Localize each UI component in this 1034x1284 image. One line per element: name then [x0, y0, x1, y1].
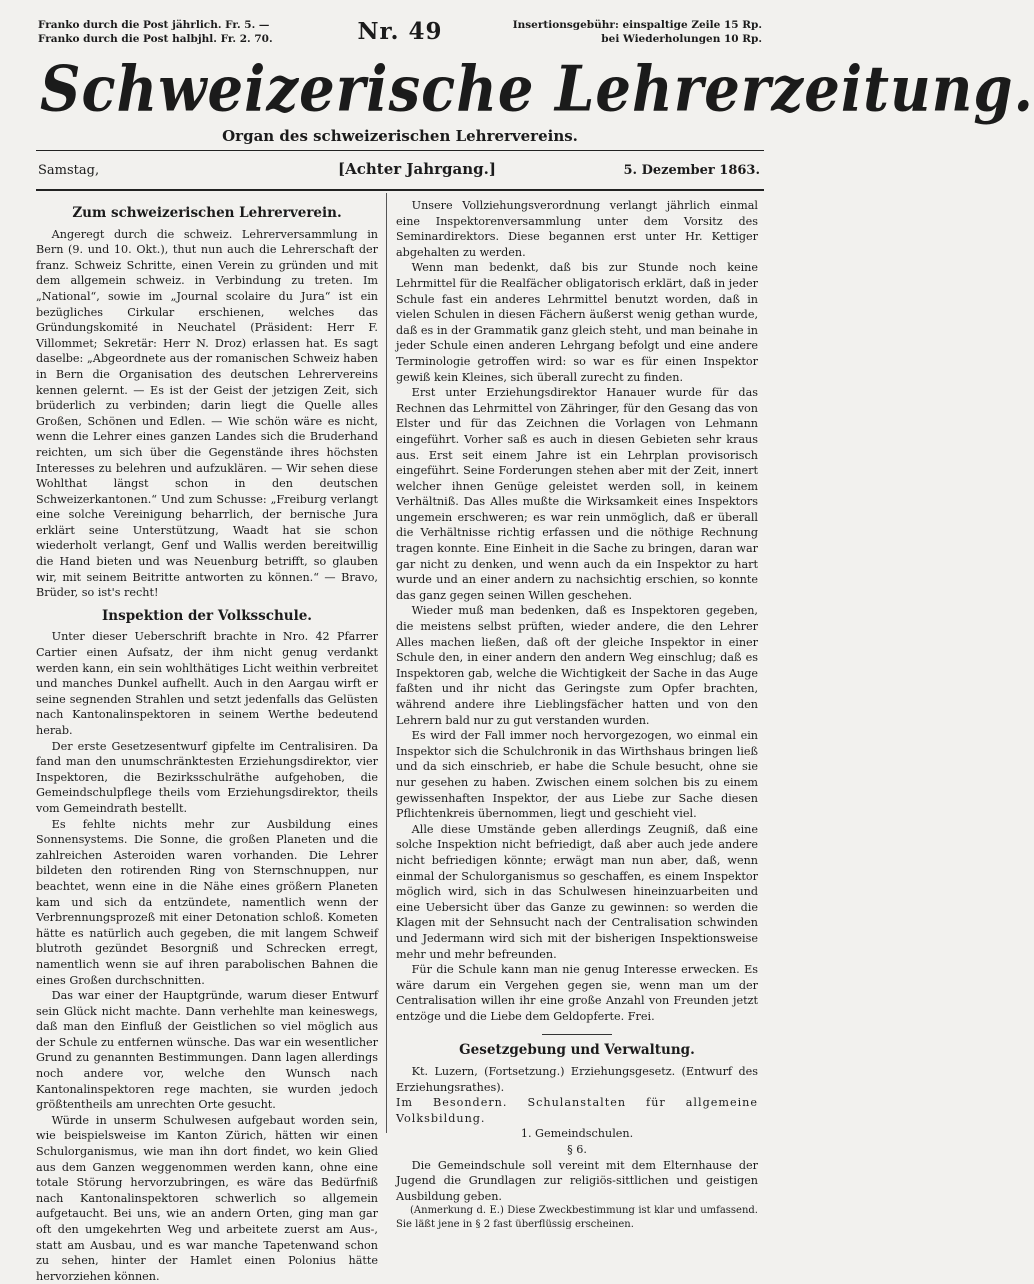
- article-heading-gesetzgebung: Gesetzgebung und Verwaltung.: [459, 1042, 695, 1059]
- newspaper-title: Schweizerische Lehrerzeitung.: [40, 52, 1034, 126]
- paragraph-number: § 6.: [567, 1143, 587, 1157]
- left-column: [36, 198, 378, 1283]
- ad-rates: [513, 18, 762, 46]
- article-paragraph: Unsere Vollziehungsverordnung verlangt jährlich einmal eine Inspektorenversammlung unter dem Vorsitz des Seminardirektors. Diese begannen erst unter Hr. Kettiger abgehalten zu werden.: [396, 199, 758, 259]
- volume-label: [Achter Jahrgang.]: [338, 160, 496, 178]
- issue-number: Nr. 49: [357, 18, 443, 45]
- issue-date: 5. Dezember 1863.: [623, 163, 760, 178]
- article-paragraph: Für die Schule kann man nie genug Interesse erwecken. Es wäre darum ein Vergehen gegen sie, wenn man um der Centralisation willen ihr eine große Anzahl von Freunden jetzt entzöge und die Liebe dem Geldopferte. Frei.: [396, 963, 758, 1023]
- article-paragraph: Es wird der Fall immer noch hervorgezogen, wo einmal ein Inspektor sich die Schulchronik in das Wirthshaus bringen ließ und da sich einschrieb, er habe die Schule besucht, ohne sie nur gesehen zu haben. Zwischen einem solchen bis zu einem gewissenhaften Inspektor, der aus Liebe zur Sache diesen Pflichtenkreis übernommen, liegt und geschieht viel.: [396, 729, 758, 821]
- article-paragraph: Der erste Gesetzesentwurf gipfelte im Centralisiren. Da fand man den unumschränktesten Erziehungsdirektor, vier Inspektoren, die Bezirksschulräthe aufgehoben, die Gemeindschulpflege theils vom Erziehungsdirektor, theils vom Gemeindrath bestellt.: [36, 739, 378, 815]
- price-halfyear: Franko durch die Post halbjhl. Fr. 2. 70.: [38, 33, 273, 45]
- editor-note: (Anmerkung d. E.) Diese Zweckbestimmung ist klar und umfassend. Sie läßt jene in § 2 fast überflüssig erscheinen.: [396, 1205, 758, 1231]
- column-divider: [386, 193, 387, 1133]
- article-paragraph: Kt. Luzern, (Fortsetzung.) Erziehungsgesetz. (Entwurf des Erziehungsrathes).: [396, 1065, 758, 1094]
- article-paragraph: Die Gemeindschule soll vereint mit dem Elternhause der Jugend die Grundlagen zur religiös-sittlichen und geistigen Ausbildung geben.: [396, 1158, 758, 1203]
- section-divider: [542, 1034, 612, 1035]
- article-paragraph: Unter dieser Ueberschrift brachte in Nro. 42 Pfarrer Cartier einen Aufsatz, der ihm nicht genug verdankt werden kann, ein sein wohlthätiges Licht weithin verbreitet und manches Dunkel aufhellt. Auch in den Aargau wirft er seine segnenden Strahlen und setzt jedenfalls das Gelüsten nach Kantonalinspektoren in seinem Werthe bedeutend herab.: [36, 630, 378, 737]
- dateline: [38, 160, 760, 182]
- article-paragraph: Erst unter Erziehungsdirektor Hanauer wurde für das Rechnen das Lehrmittel von Zähringer, für den Gesang das von Elster und für das Zeichnen die Vorlagen von Lehmann eingeführt. Vorher saß es auch in diesen Gebieten sehr kraus aus. Erst seit einem Jahre ist ein Lehrplan provisorisch eingeführt. Seine Forderungen stehen aber mit der Zeit, innert welcher ihnen Genüge geleistet werden soll, in keinem Verhältniß. Das Alles mußte die Wirksamkeit eines Inspektors ungemein erschweren; es war rein unmöglich, daß er überall die Verhältnisse richtig erfassen und die nöthige Rechnung tragen konnte. Eine Einheit in die Sache zu bringen, daran war gar nicht zu denken, und wenn auch da ein Inspektor zu hart wurde und an einer andern zu nachsichtig erschien, so konnte das ganz gegen seinen Willen geschehen.: [396, 386, 758, 602]
- ad-rate-single: Insertionsgebühr: einspaltige Zeile 15 Rp.: [512, 19, 762, 31]
- weekday: Samstag,: [38, 163, 100, 178]
- ad-rate-repeat: bei Wiederholungen 10 Rp.: [601, 33, 762, 45]
- article-paragraph: Das war einer der Hauptgründe, warum dieser Entwurf sein Glück nicht machte. Dann verhehlte man keineswegs, daß man den Einfluß der Geistlichen so viel möglich aus der Schule zu entfernen wünsche. Das war ein wesentlicher Grund zu genannten Bestimmungen. Dann lagen allerdings noch andere vor, welche den Wunsch nach Kantonalinspektoren rege machten, sie wurden jedoch größtentheils am unrechten Orte gesucht.: [36, 989, 378, 1112]
- right-column: [396, 198, 758, 1231]
- article-paragraph: Wenn man bedenkt, daß bis zur Stunde noch keine Lehrmittel für die Realfächer obligatorisch erklärt, daß in jeder Schule fast ein anderes Lehrmittel benutzt worden, daß in vielen Schulen in diesen Fächern äußerst wenig gethan wurde, daß es in der Grammatik ganz gleich steht, und man beinahe in jeder Schule einen anderen Lehrgang befolgt und eine andere Terminologie getroffen wird: so war es für einen Inspektor gewiß kein Kleines, sich überall zurecht zu finden.: [396, 261, 758, 384]
- article-paragraph: Alle diese Umstände geben allerdings Zeugniß, daß eine solche Inspektion nicht befriedigt, daß aber auch jede andere nicht befriedigen könnte; erwägt man nun aber, daß, wenn einmal der Schulorganismus so geschaffen, es einem Inspektor möglich wird, sich in das Schulwesen hineinzuarbeiten und eine Uebersicht über das Ganze zu gewinnen: so werden die Klagen mit der Sehnsucht nach der Centralisation schwinden und Jedermann wird sich mit der bisherigen Inspektionsweise mehr und mehr befreunden.: [396, 822, 758, 961]
- article-heading-lehrerverein: Zum schweizerischen Lehrerverein.: [72, 205, 342, 221]
- section-heading-gemeindschulen: 1. Gemeindschulen.: [520, 1127, 634, 1141]
- article-heading-inspektion: Inspektion der Volksschule.: [101, 607, 313, 624]
- article-paragraph: Angeregt durch die schweiz. Lehrerversammlung in Bern (9. und 10. Okt.), thut nun auch die Lehrerschaft der franz. Schweiz Schritte, einen Verein zu gründen und mit dem allgemein schweiz. in Verbindung zu treten. Im „National“, sowie im „Journal scolaire du Jura“ ist ein bezügliches Cirkular erschienen, welches das Gründungskomité in Neuchatel (Präsident: Herr F. Villommet; Sekretär: Herr N. Droz) erlassen hat. Es sagt daselbe: „Abgeordnete aus der romanischen Schweiz haben in Bern die Organisation des deutschen Lehrervereins kennen gelernt. — Es ist der Geist der jetzigen Zeit, sich brüderlich zu verbinden; darin liegt die Quelle alles Großen, Schönen und Edlen. — Wie schön wäre es nicht, wenn die Lehrer eines ganzen Landes sich die Bruderhand reichten, um sich über die Gegenstände ihres höchsten Interesses zu belehren und aufzuklären. — Wir sehen diese Wohlthat längst schon in den deutschen Schweizerkantonen.“ Und zum Schusse: „Freiburg verlangt eine solche Vereinigung beharrlich, der bernische Jura erklärt seine Unterstützung, Waadt hat sie schon wiederholt verlangt, Genf und Wallis werden bereitwillig die Hand bieten und was Neuenburg betrifft, so glauben wir, mit seinem Beitritte antworten zu können.“ — Bravo, Brüder, so ist's recht!: [36, 227, 378, 600]
- article-paragraph: Im Besondern. Schulanstalten für allgemeine Volksbildung.: [396, 1096, 758, 1125]
- masthead-rule: [36, 150, 764, 151]
- newspaper-subtitle: Organ des schweizerischen Lehrervereins.: [222, 127, 578, 145]
- article-paragraph: Würde in unserm Schulwesen aufgebaut worden sein, wie beispielsweise im Kanton Zürich, hätten wir einen Schulorganismus, wie man ihn dort findet, wo kein Glied aus dem Ganzen weggenommen werden kann, ohne eine totale Störung hervorzubringen, es wäre das Bedürfniß nach Kantonalinspektoren schwerlich so allgemein aufgetaucht. Bei uns, wie an andern Orten, ging man gar oft den umgekehrten Weg und arbeitete zuerst am Aus-, statt am Ausbau, und es war manche Tapetenwand schon zu sehen, hinter der Hamlet einen Polonius hätte hervorziehen können.: [36, 1113, 378, 1283]
- article-paragraph: Wieder muß man bedenken, daß es Inspektoren gegeben, die meistens selbst prüften, wieder andere, die den Lehrer Alles machen ließen, daß oft der gleiche Inspektor in einer Schule den, in einer andern den andern Weg einschlug; daß es Inspektoren gab, welche die Wichtigkeit der Sache in das Auge faßten und ihr nicht das Geringste zum Opfer brachten, während andere ihre Lieblingsfächer hatten und von den Lehrern bald nur zu gut verstanden wurden.: [396, 604, 758, 727]
- dateline-rule: [36, 189, 764, 191]
- article-paragraph: Es fehlte nichts mehr zur Ausbildung eines Sonnensystems. Die Sonne, die großen Planeten und die zahlreichen Asteroiden waren vorhanden. Die Lehrer bildeten den rotirenden Ring von Sternschnuppen, nur beachtet, wenn eine in die Nähe eines größern Planeten kam und sich da entzündete, namentlich wenn der Verbrennungsprozeß mit einer Detonation schloß. Kometen hätte es natürlich auch gegeben, die mit langem Schweif blutroth gezündet Besorgniß und Schrecken erregt, namentlich wenn sie auf ihren parabolischen Bahnen die eines Großen durchschnitten.: [36, 817, 378, 987]
- price-yearly: Franko durch die Post jährlich. Fr. 5. —: [38, 19, 270, 31]
